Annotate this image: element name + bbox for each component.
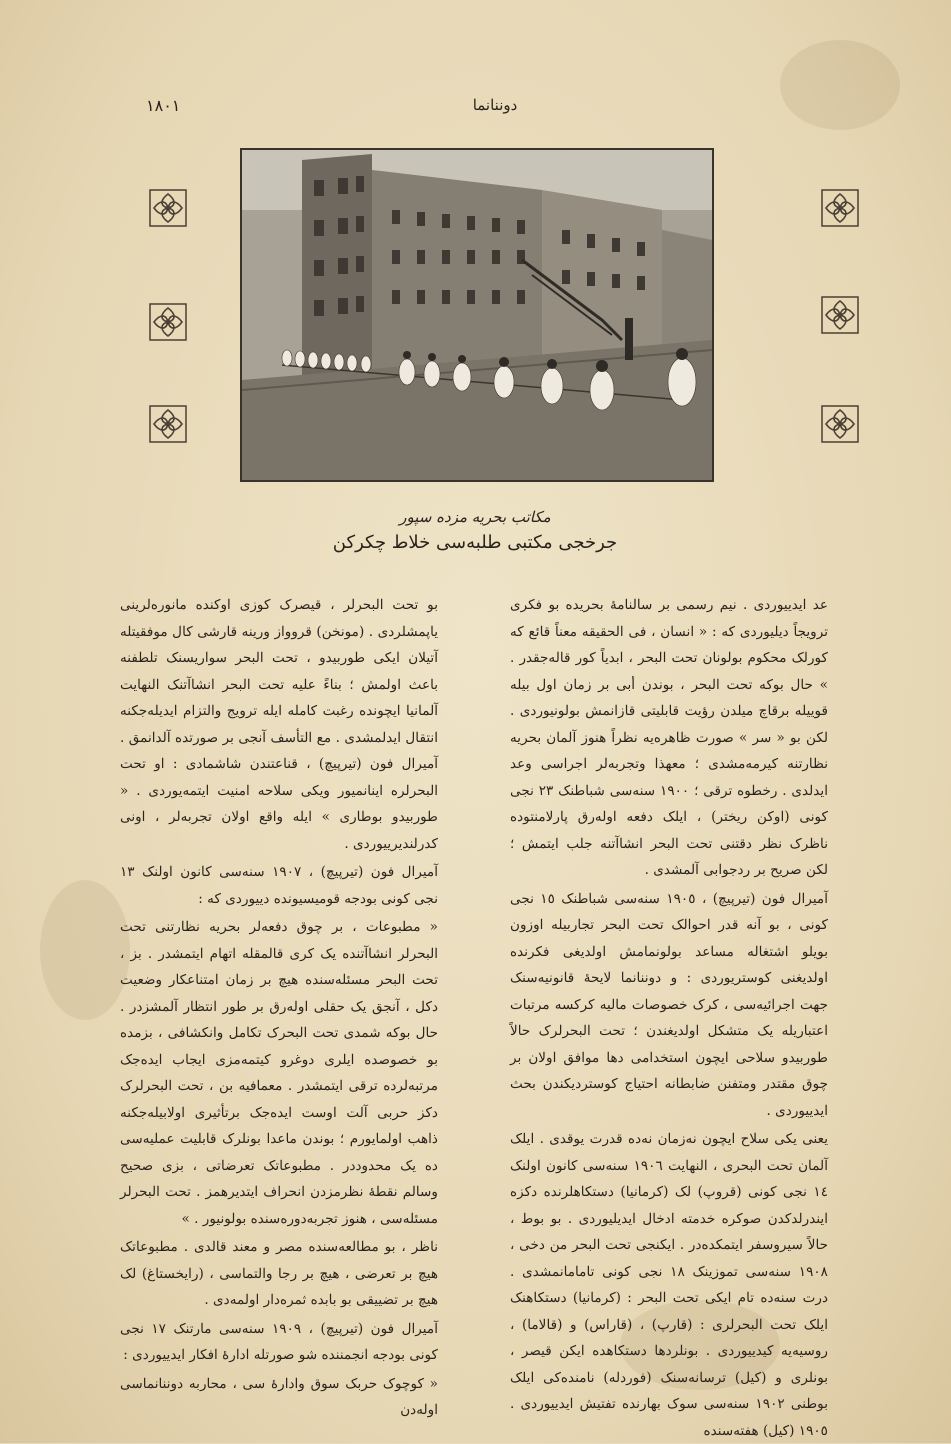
paragraph: ناظر ، بو مطالعه‌سنده مصر و معند قالدی . مطبوعاتک هیچ بر تعرضی ، هیچ بر رجا والتماسی ، (رایخستاغ) لک هیچ بر تضییقی بو بابده ثمره‌دار اولمه‌دی . bbox=[120, 1239, 438, 1308]
paragraph: عد ایدییوردی . نیم رسمی بر سالنامهٔ بحریده بو فکری ترویجاً دیلیوردی که : « انسان ، فی الحقیقه معناً قائع که کورلک محکوم بولونان تحت البحر ، ابدیاً کور قاله‌جقدر . » حال بوکه تحت البحر ، بوندن أبی بر زمان اول بیله قوییله برقاچ میلدن رؤیت قابلیتی قازانمش بولونیوردی . لکن بو « سر » صورت ظاهره‌یه نظراً هنوز آلمان بحریه نظارتنه کیرمه‌مشدی ؛ معهذا وتجربه‌لر اجراسی وعد ایدلدی . رخطوه ترقی ؛ ١٩٠٠ سنه‌سی شباطنک ٢٣ نجی کونی (اوکن ریختر) ، ایلک دفعه اوله‌رق پارلامنتوده ناظرک نظر دقتنی تحت البحر انشاآتنه جلب ایتمش ؛ لکن صریح بر ردجوابی آلمشدی . bbox=[510, 597, 828, 878]
ornament-flower-icon bbox=[820, 295, 860, 335]
photo-caption-title: مکاتب بحریه مزده سپور bbox=[399, 508, 551, 526]
ornament-flower-icon bbox=[148, 404, 188, 444]
paper-stain bbox=[40, 880, 130, 1020]
paragraph: بو تحت البحرلر ، قیصرک کوزی اوکنده مانوره‌لرینی یاپمشلردی . (مونخن) قروواز ورینه قارشی کال موفقیتله آتیلان ایکی طوربیدو ، تحت البحر سواریسنک تلطفنه باعث اولمش ؛ بناءً علیه تحت البحر انشاآتنک النهایت آلمانیا ایچونده رغبت کامله ایله ترویج والتزام ایدیله‌جکنه انتقال ایدلمشدی . مع التأسف آنجی بر صورتده آلدانمق . آمیرال فون (تیرپیچ) ، قناعتندن شاشمادی : او تحت البحرلره اینانمیور ویکی سلاحه امنیت ایتمه‌یوردی . « طوربیدو بوطاری » ایله واقع اولان تجربه‌لر ، اونی کدرلندیرییوردی . bbox=[120, 597, 438, 852]
paper-stain bbox=[780, 40, 900, 130]
ornament-flower-icon bbox=[820, 404, 860, 444]
paragraph: یعنی یکی سلاح ایچون نه‌زمان نه‌ده قدرت یوقدی . ایلک آلمان تحت البحری ، النهایت ١٩٠٦ سنه‌سی کانون اولنک ١٤ نجی کونی (قروپ) لک (کرمانیا) دستکاهلرنده دکزه ایندرلدکدن صوکره خدمته ادخال ایدیلیوردی . بو بوط ، حالاً سیروسفر ایتمکده‌در . ایکنجی تحت البحر من دخی ، ١٩٠٨ سنه‌سی تموزینک ١٨ نجی کونی تامامانمشدی . درت سنه‌ده تام ایکی تحت البحر : (کرمانیا) دستکاهنک ایلک تحت البحرلری : (قارپ) ، (قاراس) و (قالاما) ، روسیه‌یه کیدییوردی . بونلردها دستکاهده ایکن قیصر ، بونلری و (کیل) ترسانه‌سنک (فوردله) نامنده‌کی ایلک بوطنی ١٩٠٢ سنه‌سی سوک بهارنده تفتیش ایدییوردی . ١٩٠٥ (کیل) هفته‌سنده bbox=[510, 1131, 828, 1439]
ornament-flower-icon bbox=[148, 302, 188, 342]
paragraph: آمیرال فون (تیرپیچ) ، ١٩٠٥ سنه‌سی شباطنک ١٥ نجی کونی ، بو آنه قدر احوالک تحت البحر تجاربیله اوزون بویلو اشتغاله مساعد بولونمامش اولدیغی فکرنده اولدیغنی کوستریوردی : و دوننانما لایحهٔ قانونیه‌سنک جهت اجرائیه‌سی ، کرک خصوصات مالیه کرکسه مرتبات اعتباریله یک متشکل اولدیغندن ؛ تحت البحرلرک حالاً طوربیدو سلاحی ایچون استخدامی دها موافق اولان بر چوق مقتدر ومتفنن ضابطانه احتیاج کوستردیکندن بحث ایدییوردی . bbox=[510, 890, 828, 1119]
page-number: ١٨٠١ bbox=[146, 96, 181, 115]
ornament-flower-icon bbox=[820, 188, 860, 228]
text-column-left bbox=[120, 592, 438, 1424]
paragraph: « کوچوک حربک سوق وادارهٔ سی ، محاربه دوننانماسی اوله‌دن bbox=[120, 1375, 438, 1418]
paragraph: « مطبوعات ، بر چوق دفعه‌لر بحریه نظارتنی تحت البحرلر انشاآتنده یک کری قالمقله اتهام ایتمشدر . بز ، تحت البحر مسئله‌سنده هیچ بر زمان امتناعکار وضعیت دکل ، آنجق یک حقلی اوله‌رق بر طور انتظار آلمشزدر . حال بوکه شمدی تحت البحرک تکامل وانکشافی ، بزمده بو خصوصده ایلری دوغرو کیتمه‌مزی ایجاب ایده‌جک مرتبه‌لرده ترقی ایتمشدر . معمافیه بن ، تحت البحرلرک دکز حربی آلت اوست ایده‌جک برتأثیری اولابیله‌جکنه ذاهب اولمایورم ؛ بوندن ماعدا بونلرک قابلیت عملیه‌سی ده یک محدوددر . مطبوعاتک تعرضاتی ، بزی صحیح وسالم نقطهٔ نظرمزدن انحراف ایتدیرهمز . تحت البحرلر مسئله‌سی ، هنوز تجربه‌دوره‌سنده بولونیور . » bbox=[120, 919, 438, 1227]
photo-illustration bbox=[242, 150, 712, 480]
paragraph: آمیرال فون (تیرپیچ) ، ١٩٠٩ سنه‌سی مارتنک ١٧ نجی کونی بودجه انجمننده شو صورتله ادارهٔ افکار ایدییوردی : bbox=[120, 1320, 438, 1363]
ornament-flower-icon bbox=[148, 188, 188, 228]
text-column-right bbox=[510, 592, 828, 1444]
photo-caption: جرخجی مکتبی طلبه‌سی خلاط چکرکن bbox=[332, 532, 618, 553]
tug-of-war-photograph bbox=[240, 148, 714, 482]
running-title: دوننانما bbox=[472, 96, 518, 114]
paragraph: آمیرال فون (تیرپیچ) ، ١٩٠٧ سنه‌سی کانون اولنک ١٣ نجی کونی بودجه قومیسیونده دییوردی که : bbox=[120, 864, 438, 907]
